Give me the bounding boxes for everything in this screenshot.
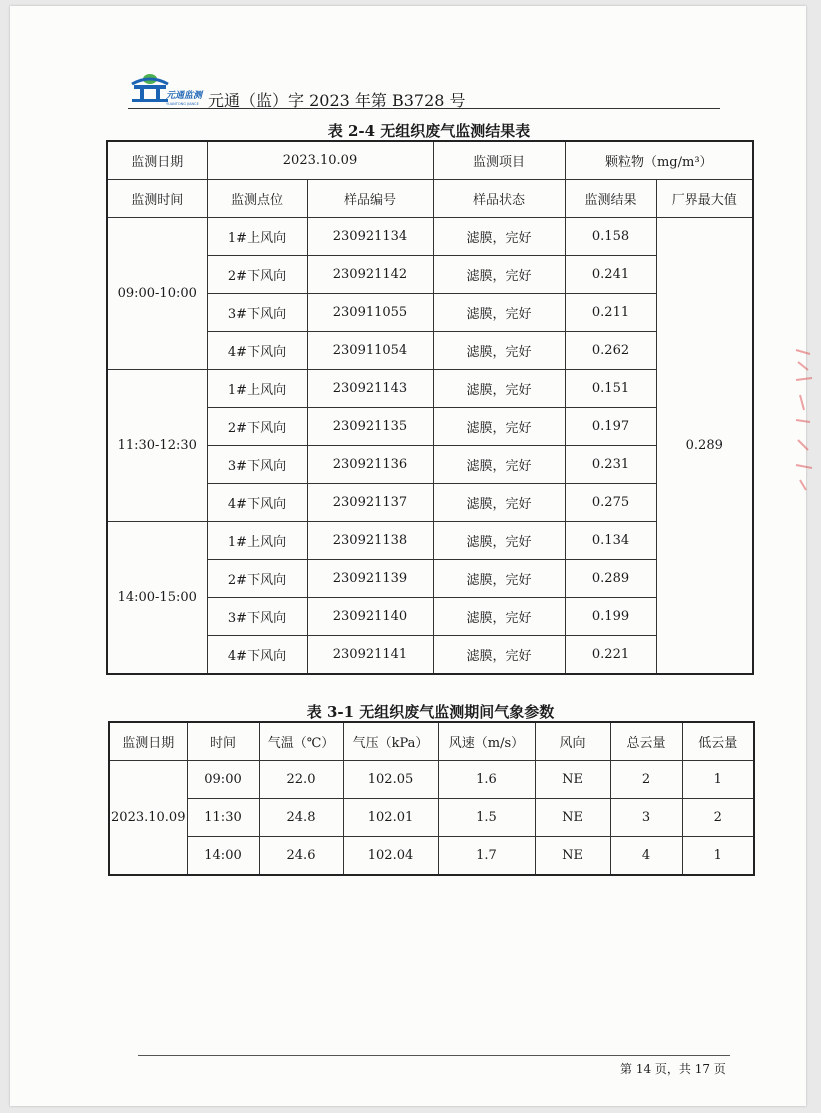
point-cell: 2#下风向 <box>207 256 307 294</box>
report-header <box>128 68 720 112</box>
logo-text: 元通监测 <box>166 91 203 101</box>
seal-stamp-fragment <box>790 340 816 500</box>
page-number: 第 14 页，共 17 页 <box>620 1062 726 1076</box>
time-cell: 09:00 <box>187 761 259 799</box>
col-header: 总云量 <box>610 722 682 761</box>
low-cloud-cell: 2 <box>682 799 754 837</box>
result-cell: 0.221 <box>565 636 656 675</box>
col-header-time: 监测时间 <box>107 180 207 218</box>
col-header: 低云量 <box>682 722 754 761</box>
pressure-cell: 102.01 <box>343 799 438 837</box>
wind-dir-cell: NE <box>535 799 610 837</box>
max-value-cell: 0.289 <box>656 218 753 675</box>
temp-cell: 24.8 <box>259 799 343 837</box>
point-cell: 2#下风向 <box>207 408 307 446</box>
pressure-cell: 102.04 <box>343 837 438 876</box>
result-cell: 0.241 <box>565 256 656 294</box>
col-header-result: 监测结果 <box>565 180 656 218</box>
wind-dir-cell: NE <box>535 761 610 799</box>
temp-cell: 24.6 <box>259 837 343 876</box>
status-cell: 滤膜，完好 <box>433 446 565 484</box>
time-cell: 14:00-15:00 <box>107 522 207 675</box>
sample-cell: 230921134 <box>307 218 433 256</box>
time-cell: 11:30 <box>187 799 259 837</box>
result-cell: 0.211 <box>565 294 656 332</box>
point-cell: 1#上风向 <box>207 370 307 408</box>
total-cloud-cell: 3 <box>610 799 682 837</box>
result-cell: 0.262 <box>565 332 656 370</box>
point-cell: 3#下风向 <box>207 294 307 332</box>
status-cell: 滤膜，完好 <box>433 636 565 675</box>
company-logo <box>128 68 208 108</box>
weather-table <box>108 721 755 876</box>
col-header-max: 厂界最大值 <box>656 180 753 218</box>
table-header-row <box>109 722 754 761</box>
wind-speed-cell: 1.5 <box>438 799 535 837</box>
low-cloud-cell: 1 <box>682 837 754 876</box>
table-row <box>109 837 754 876</box>
result-cell: 0.231 <box>565 446 656 484</box>
footer-divider <box>138 1055 730 1056</box>
pressure-cell: 102.05 <box>343 761 438 799</box>
status-cell: 滤膜，完好 <box>433 218 565 256</box>
wind-speed-cell: 1.7 <box>438 837 535 876</box>
report-number: 元通（监）字 2023 年第 B3728 号 <box>208 91 466 110</box>
wind-speed-cell: 1.6 <box>438 761 535 799</box>
point-cell: 1#上风向 <box>207 522 307 560</box>
status-cell: 滤膜，完好 <box>433 294 565 332</box>
table-header-row <box>107 180 753 218</box>
status-cell: 滤膜，完好 <box>433 484 565 522</box>
col-header: 时间 <box>187 722 259 761</box>
table-row <box>107 218 753 256</box>
table-row <box>109 761 754 799</box>
point-cell: 3#下风向 <box>207 446 307 484</box>
date-cell: 2023.10.09 <box>109 761 187 876</box>
sample-cell: 230921136 <box>307 446 433 484</box>
sample-cell: 230921140 <box>307 598 433 636</box>
col-header: 气压（kPa） <box>343 722 438 761</box>
sample-cell: 230911054 <box>307 332 433 370</box>
point-cell: 4#下风向 <box>207 332 307 370</box>
point-cell: 3#下风向 <box>207 598 307 636</box>
col-header-sample: 样品编号 <box>307 180 433 218</box>
header-divider <box>128 108 720 109</box>
item-label: 监测项目 <box>433 141 565 180</box>
status-cell: 滤膜，完好 <box>433 256 565 294</box>
status-cell: 滤膜，完好 <box>433 522 565 560</box>
point-cell: 2#下风向 <box>207 560 307 598</box>
total-cloud-cell: 2 <box>610 761 682 799</box>
sample-cell: 230921135 <box>307 408 433 446</box>
result-cell: 0.151 <box>565 370 656 408</box>
time-cell: 09:00-10:00 <box>107 218 207 370</box>
date-value: 2023.10.09 <box>207 141 433 180</box>
status-cell: 滤膜，完好 <box>433 332 565 370</box>
sample-cell: 230921138 <box>307 522 433 560</box>
status-cell: 滤膜，完好 <box>433 370 565 408</box>
item-value: 颗粒物（mg/m³） <box>565 141 753 180</box>
col-header: 气温（℃） <box>259 722 343 761</box>
result-cell: 0.134 <box>565 522 656 560</box>
result-cell: 0.197 <box>565 408 656 446</box>
result-cell: 0.158 <box>565 218 656 256</box>
status-cell: 滤膜，完好 <box>433 598 565 636</box>
result-cell: 0.275 <box>565 484 656 522</box>
sample-cell: 230911055 <box>307 294 433 332</box>
table2-title: 表 3-1 无组织废气监测期间气象参数 <box>306 703 555 721</box>
result-cell: 0.199 <box>565 598 656 636</box>
status-cell: 滤膜，完好 <box>433 408 565 446</box>
results-table <box>106 140 754 675</box>
point-cell: 4#下风向 <box>207 484 307 522</box>
time-cell: 11:30-12:30 <box>107 370 207 522</box>
status-cell: 滤膜，完好 <box>433 560 565 598</box>
date-label: 监测日期 <box>107 141 207 180</box>
low-cloud-cell: 1 <box>682 761 754 799</box>
sample-cell: 230921142 <box>307 256 433 294</box>
temp-cell: 22.0 <box>259 761 343 799</box>
result-cell: 0.289 <box>565 560 656 598</box>
point-cell: 4#下风向 <box>207 636 307 675</box>
col-header: 风向 <box>535 722 610 761</box>
col-header: 监测日期 <box>109 722 187 761</box>
col-header: 风速（m/s） <box>438 722 535 761</box>
time-cell: 14:00 <box>187 837 259 876</box>
table-row <box>107 141 753 180</box>
sample-cell: 230921141 <box>307 636 433 675</box>
wind-dir-cell: NE <box>535 837 610 876</box>
sample-cell: 230921137 <box>307 484 433 522</box>
sample-cell: 230921139 <box>307 560 433 598</box>
sample-cell: 230921143 <box>307 370 433 408</box>
logo-subtext: YUANTONG JIANCE <box>166 102 199 106</box>
total-cloud-cell: 4 <box>610 837 682 876</box>
stamp-graphic <box>790 340 816 500</box>
table1-title: 表 2-4 无组织废气监测结果表 <box>327 122 531 140</box>
point-cell: 1#上风向 <box>207 218 307 256</box>
col-header-point: 监测点位 <box>207 180 307 218</box>
col-header-status: 样品状态 <box>433 180 565 218</box>
table-row <box>109 799 754 837</box>
